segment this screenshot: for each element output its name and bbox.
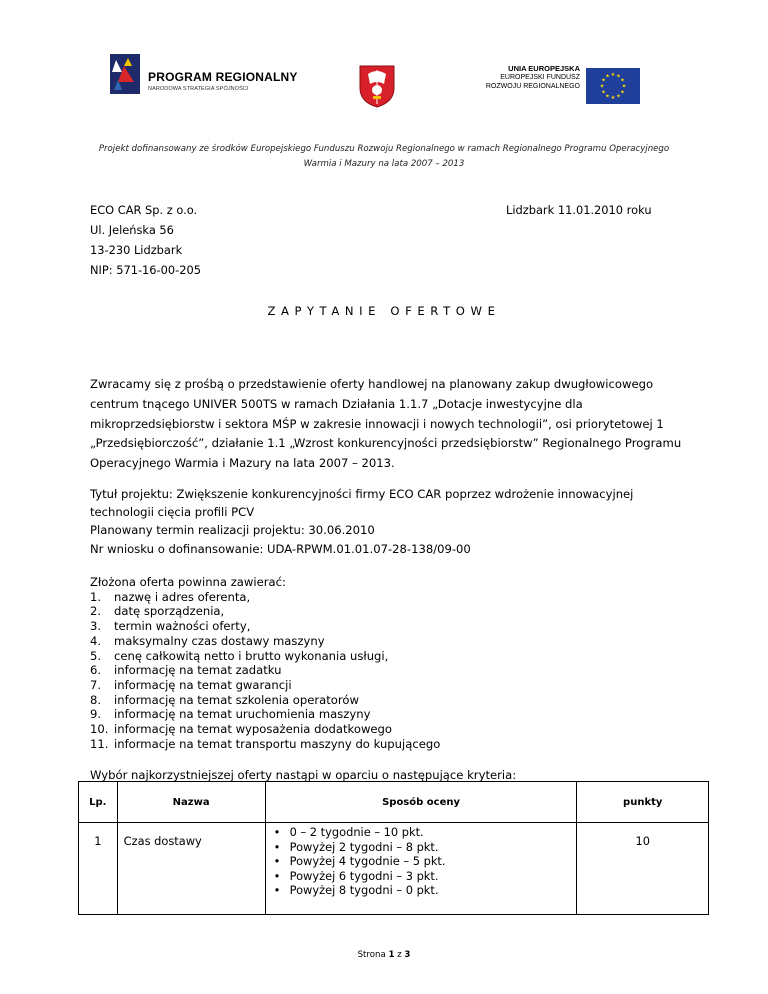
sender-address <box>90 200 201 280</box>
svg-text:★: ★ <box>605 73 610 80</box>
offer-requirements <box>90 575 440 751</box>
funding-note <box>0 142 768 172</box>
intro-line: Zwracamy się z prośbą o przedstawienie oferty handlowej na planowany zakup dwugłowicowego <box>90 377 654 391</box>
intro-line: centrum tnącego UNIVER 500TS w ramach Działania 1.1.7 „Dotacje inwestycyjne dla <box>90 396 583 411</box>
scoring-item: • Powyżej 6 tygodni – 3 pkt. <box>274 869 577 884</box>
table-header-row <box>79 782 709 823</box>
scoring-item: • Powyżej 4 tygodnie – 5 pkt. <box>274 854 577 869</box>
document-title: ZAPYTANIE OFERTOWE <box>267 304 501 318</box>
project-application-number: Nr wniosku o dofinansowanie: UDA-RPWM.01.01.07-28-138/09-00 <box>90 541 471 556</box>
project-deadline: Planowany termin realizacji projektu: 30.06.2010 <box>90 523 375 538</box>
svg-text:★: ★ <box>616 93 621 100</box>
sender-street: Ul. Jeleńska 56 <box>90 223 174 237</box>
footer-separator: z <box>397 950 402 960</box>
scoring-item: • 0 – 2 tygodnie – 10 pkt. <box>274 825 577 840</box>
footer-prefix: Strona <box>357 950 386 960</box>
list-item: 7. informację na temat gwarancji <box>90 677 292 692</box>
header-punkty: punkty <box>577 782 709 823</box>
project-title-line2: technologii cięcia profili PCV <box>90 505 255 520</box>
scoring-list <box>266 823 577 898</box>
list-item: 10. informację na temat wyposażenia dodatkowego <box>90 722 393 737</box>
scoring-item: • Powyżej 8 tygodni – 0 pkt. <box>274 883 577 898</box>
footer-page-total: 3 <box>404 950 411 960</box>
date-place: Lidzbark 11.01.2010 roku <box>506 203 652 217</box>
svg-text:★: ★ <box>610 72 616 78</box>
page-footer <box>0 950 768 960</box>
project-title-line1: Tytuł projektu: Zwiększenie konkurencyjności firmy ECO CAR poprzez wdrożenie innowacyjnej <box>90 487 634 501</box>
scoring-item: • Powyżej 2 tygodni – 8 pkt. <box>274 840 577 855</box>
sender-city: 13-230 Lidzbark <box>90 243 183 257</box>
intro-line: „Przedsiębiorczość”, działanie 1.1 „Wzrost konkurencyjności przedsiębiorstw” Regionalnego Programu <box>90 436 682 451</box>
list-item: 1. nazwę i adres oferenta, <box>90 589 251 604</box>
list-item: 9. informację na temat uruchomienia maszyny <box>90 707 371 722</box>
list-item: 4. maksymalny czas dostawy maszyny <box>90 633 325 648</box>
intro-line: mikroprzedsiębiorstw i sektora MŚP w zakresie innowacji i nowych technologii”, osi priorytetowej 1 <box>90 416 664 431</box>
list-item: 6. informację na temat zadatku <box>90 663 282 678</box>
warmia-mazury-crest-icon <box>356 64 398 108</box>
eu-logo-line1: UNIA EUROPEJSKA <box>508 64 580 73</box>
cell-lp: 1 <box>79 823 118 915</box>
eu-flag-icon <box>586 68 640 104</box>
eu-logo-line2: EUROPEJSKI FUNDUSZ <box>500 74 580 81</box>
list-item: 2. datę sporządzenia, <box>90 604 225 619</box>
header-sposob-oceny: Sposób oceny <box>265 782 577 823</box>
svg-text:★: ★ <box>599 83 605 90</box>
cell-sposob-oceny <box>265 823 577 915</box>
list-item: 5. cenę całkowitą netto i brutto wykonania usługi, <box>90 648 389 663</box>
sender-nip: NIP: 571-16-00-205 <box>90 263 202 277</box>
criteria-table <box>78 781 709 915</box>
intro-paragraph <box>90 375 690 474</box>
svg-text:★: ★ <box>621 83 627 90</box>
program-regionalny-title: PROGRAM REGIONALNY <box>148 70 298 84</box>
svg-text:★: ★ <box>610 95 616 101</box>
svg-text:★: ★ <box>620 77 625 84</box>
program-regionalny-emblem-icon <box>108 52 144 96</box>
offer-requirements-intro: Złożona oferta powinna zawierać: <box>90 575 286 589</box>
list-item: 3. termin ważności oferty, <box>90 619 251 634</box>
eu-logo-line3: ROZWOJU REGIONALNEGO <box>485 83 580 90</box>
footer-page-number: 1 <box>388 950 395 960</box>
sender-company: ECO CAR Sp. z o.o. <box>90 203 198 217</box>
list-item: 8. informację na temat szkolenia operatorów <box>90 692 359 707</box>
svg-text:★: ★ <box>601 77 606 84</box>
offer-requirements-list <box>90 590 440 752</box>
list-item: 11. informacje na temat transportu maszyny do kupującego <box>90 736 441 751</box>
eu-fund-logo <box>474 54 654 106</box>
criteria-intro: Wybór najkorzystniejszej oferty nastąpi w oparciu o następujące kryteria: <box>90 768 517 782</box>
project-info <box>90 485 633 558</box>
header-lp: Lp. <box>79 782 118 823</box>
intro-line: Operacyjnego Warmia i Mazury na lata 2007 – 2013. <box>90 456 395 471</box>
svg-text:★: ★ <box>605 93 610 100</box>
program-regionalny-logo <box>108 52 298 98</box>
cell-nazwa: Czas dostawy <box>117 823 265 915</box>
svg-text:★: ★ <box>620 89 625 96</box>
funding-note-line2: Warmia i Mazury na lata 2007 – 2013 <box>303 159 465 169</box>
svg-text:★: ★ <box>601 89 606 96</box>
svg-text:★: ★ <box>616 73 621 80</box>
program-regionalny-subtitle: NARODOWA STRATEGIA SPÓJNOŚCI <box>148 86 249 92</box>
funding-note-line1: Projekt dofinansowany ze środków Europejskiego Funduszu Rozwoju Regionalnego w ramach Regionalnego Programu Operacyjnego <box>98 144 670 154</box>
table-row <box>79 823 709 915</box>
cell-punkty: 10 <box>577 823 709 915</box>
header-nazwa: Nazwa <box>117 782 265 823</box>
